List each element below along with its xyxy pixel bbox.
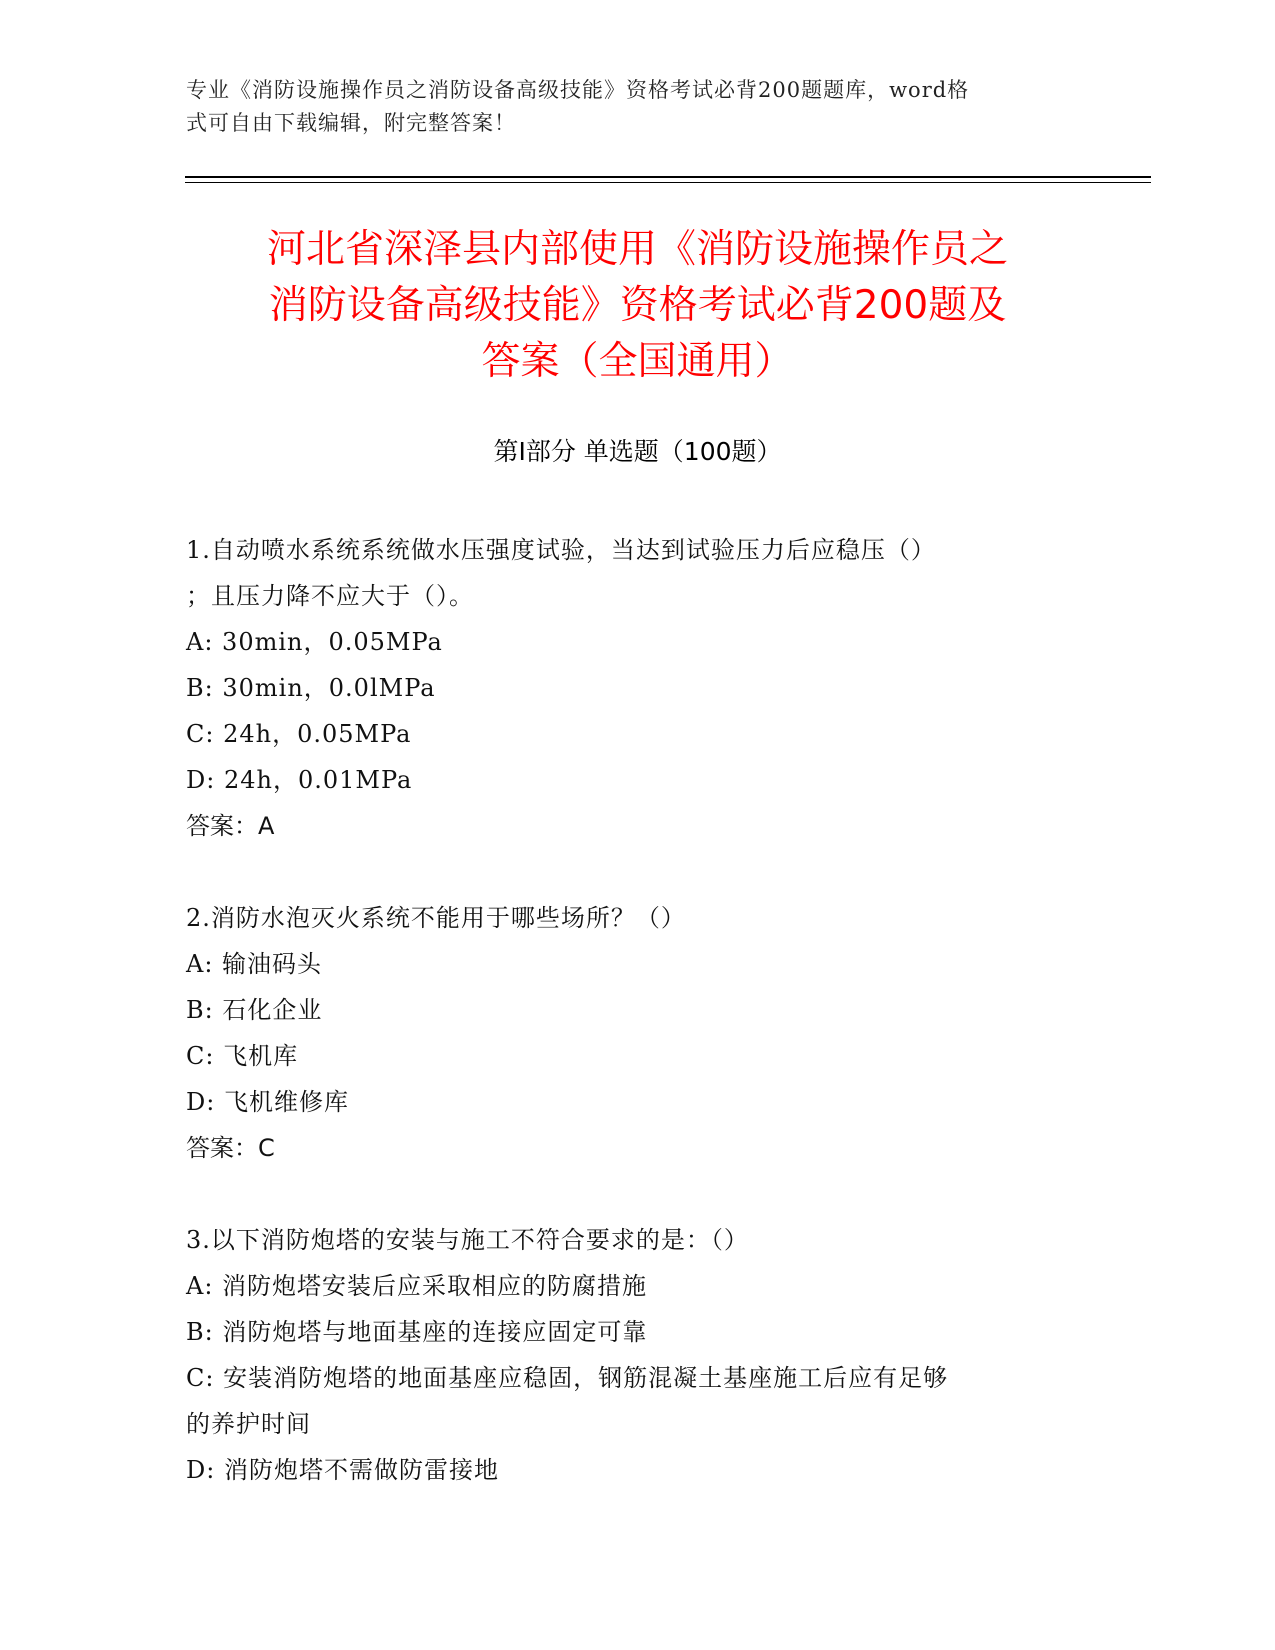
header-note-line: 专业《消防设施操作员之消防设备高级技能》资格考试必背200题题库，word格 (186, 78, 970, 102)
section-heading: 第Ⅰ部分 单选题（100题） (493, 437, 782, 466)
option-d: D: 飞机维修库 (186, 1088, 349, 1116)
option-d: D: 24h，0.01MPa (186, 766, 413, 794)
option-a: A: 输油码头 (186, 950, 323, 978)
option-c: C: 24h，0.05MPa (186, 720, 412, 748)
option-a: A: 30min，0.05MPa (186, 628, 443, 656)
header-divider-thin (185, 182, 1151, 183)
header-note-line: 式可自由下载编辑，附完整答案！ (186, 111, 516, 135)
option-b: B: 30min，0.0lMPa (186, 674, 436, 702)
option-c-continued: 的养护时间 (186, 1410, 311, 1438)
spacer (186, 1171, 1076, 1217)
header-note (186, 74, 1076, 140)
header-divider-thick (185, 176, 1151, 178)
option-b: B: 石化企业 (186, 996, 323, 1024)
spacer (186, 849, 1076, 895)
title-line: 答案（全国通用） (481, 339, 794, 384)
question-item (186, 1217, 1076, 1493)
question-stem: 2.消防水泡灭火系统不能用于哪些场所？（） (186, 904, 686, 932)
option-d: D: 消防炮塔不需做防雷接地 (186, 1456, 499, 1484)
title-line: 消防设备高级技能》资格考试必背200题及 (268, 283, 1007, 328)
option-c: C: 安装消防炮塔的地面基座应稳固，钢筋混凝土基座施工后应有足够 (186, 1364, 949, 1392)
question-stem: ；且压力降不应大于（）。 (186, 582, 474, 610)
question-item (186, 895, 1076, 1171)
option-b: B: 消防炮塔与地面基座的连接应固定可靠 (186, 1318, 648, 1346)
question-list (186, 527, 1076, 1493)
answer-label: 答案：C (186, 1134, 275, 1162)
question-item (186, 527, 1076, 849)
question-stem: 1.自动喷水系统系统做水压强度试验，当达到试验压力后应稳压（） (186, 536, 936, 564)
answer-label: 答案：A (186, 812, 275, 840)
question-stem: 3.以下消防炮塔的安装与施工不符合要求的是：（） (186, 1226, 749, 1254)
option-c: C: 飞机库 (186, 1042, 299, 1070)
document-title (160, 222, 1115, 390)
title-line: 河北省深泽县内部使用《消防设施操作员之 (266, 227, 1008, 272)
option-a: A: 消防炮塔安装后应采取相应的防腐措施 (186, 1272, 648, 1300)
